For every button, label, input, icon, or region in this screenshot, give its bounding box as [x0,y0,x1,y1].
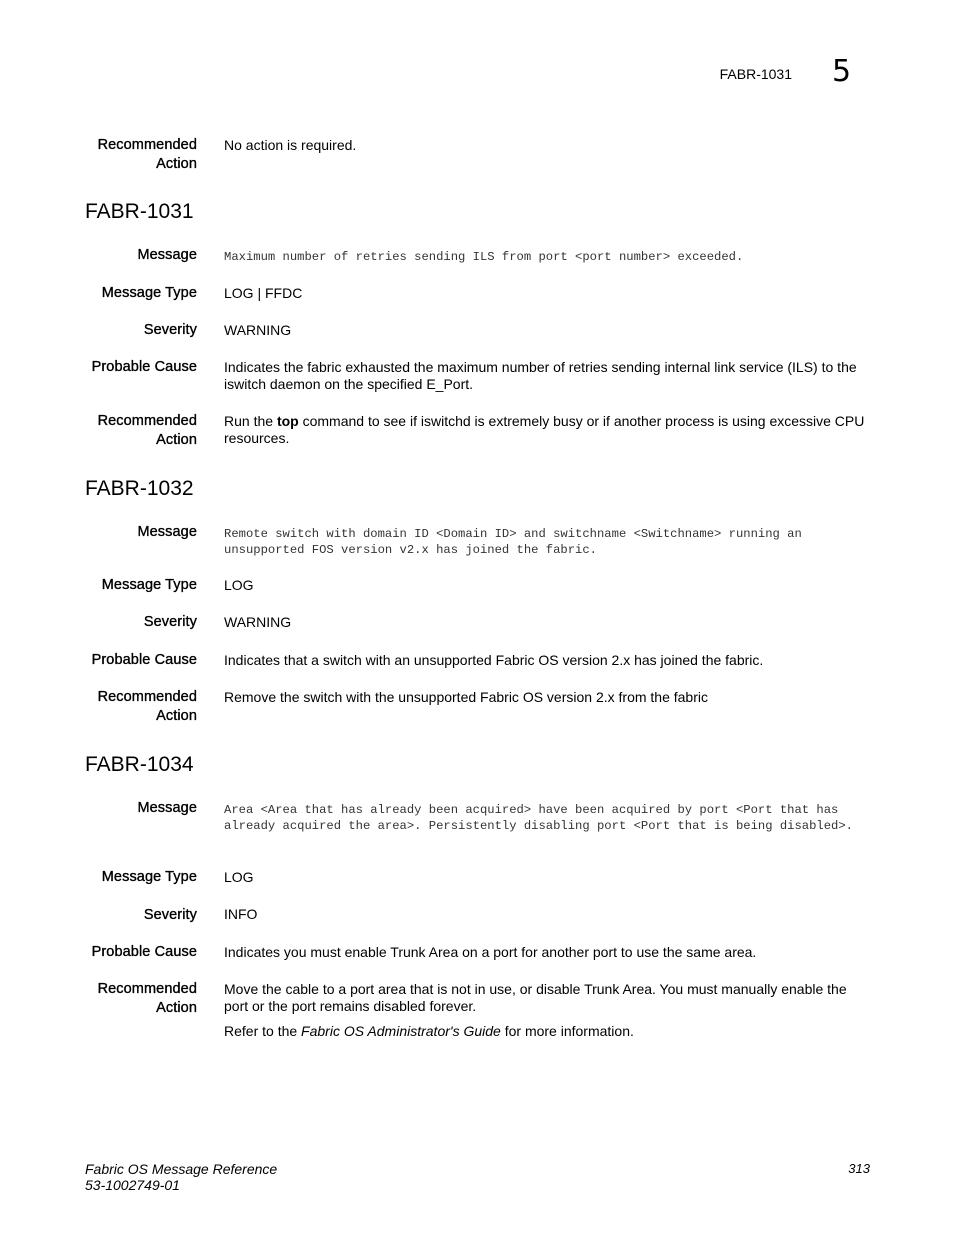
message-type-label: Message Type [101,869,197,885]
footer-doc-number: 53-1002749-01 [85,1177,180,1193]
recommended-action-label: Recommended Action [97,137,197,172]
message-label: Message [137,247,197,263]
chapter-number: 5 [832,54,852,89]
recommended-action-text: No action is required. [224,137,357,153]
severity-label: Severity [143,907,197,923]
command-name: top [276,413,299,429]
probable-cause-label: Probable Cause [91,652,197,668]
recommended-action-label: Recommended Action [97,689,197,724]
action-paragraph: Move the cable to a port area that is not in use, or disable Trunk Area. You must manually enable the port or the port remains disabled forever. [224,981,847,1014]
message-type-value: LOG | FFDC [224,285,303,301]
severity-label: Severity [143,322,197,338]
action-paragraph-reference: Refer to the Fabric OS Administrator's Guide for more information. [224,1023,634,1039]
severity-value: WARNING [224,322,292,338]
message-type-label: Message Type [101,577,197,593]
guide-title: Fabric OS Administrator's Guide [301,1023,501,1039]
section-title-fabr-1032: FABR-1032 [85,477,194,500]
recommended-action-label: Recommended Action [97,981,197,1016]
recommended-action-text: Run the top command to see if iswitchd is extremely busy or if another process is using excessive CPU resources. [224,413,865,446]
recommended-action-text [224,981,872,1040]
severity-value: INFO [224,906,258,922]
recommended-action-label: Recommended Action [97,413,197,448]
message-text: Remote switch with domain ID <Domain ID> and switchname <Switchname> running an unsupported FOS version v2.x has joined the fabric. [224,527,802,557]
probable-cause-text: Indicates you must enable Trunk Area on a port for another port to use the same area. [224,944,757,960]
section-title-fabr-1031: FABR-1031 [85,200,194,223]
probable-cause-label: Probable Cause [91,359,197,375]
section-title-fabr-1034: FABR-1034 [85,753,194,776]
message-label: Message [137,800,197,816]
message-text: Area <Area that has already been acquired> have been acquired by port <Port that has already acquired the area>. Persistently disabling port <Port that is being disabled>. [224,803,853,833]
message-type-value: LOG [224,869,254,885]
running-header-title: FABR-1031 [719,66,792,82]
message-label: Message [137,524,197,540]
severity-label: Severity [143,614,197,630]
message-type-value: LOG [224,577,254,593]
message-type-label: Message Type [101,285,197,301]
probable-cause-text: Indicates the fabric exhausted the maximum number of retries sending internal link service (ILS) to the iswitch daemon on the specified E_Port. [224,359,857,392]
severity-value: WARNING [224,614,292,630]
probable-cause-label: Probable Cause [91,944,197,960]
footer-doc-title: Fabric OS Message Reference [85,1161,278,1177]
message-text: Maximum number of retries sending ILS from port <port number> exceeded. [224,250,744,264]
recommended-action-text: Remove the switch with the unsupported Fabric OS version 2.x from the fabric [224,689,708,705]
page-number: 313 [848,1161,870,1176]
footer-doc-info [85,1161,277,1193]
probable-cause-text: Indicates that a switch with an unsupported Fabric OS version 2.x has joined the fabric. [224,652,764,668]
